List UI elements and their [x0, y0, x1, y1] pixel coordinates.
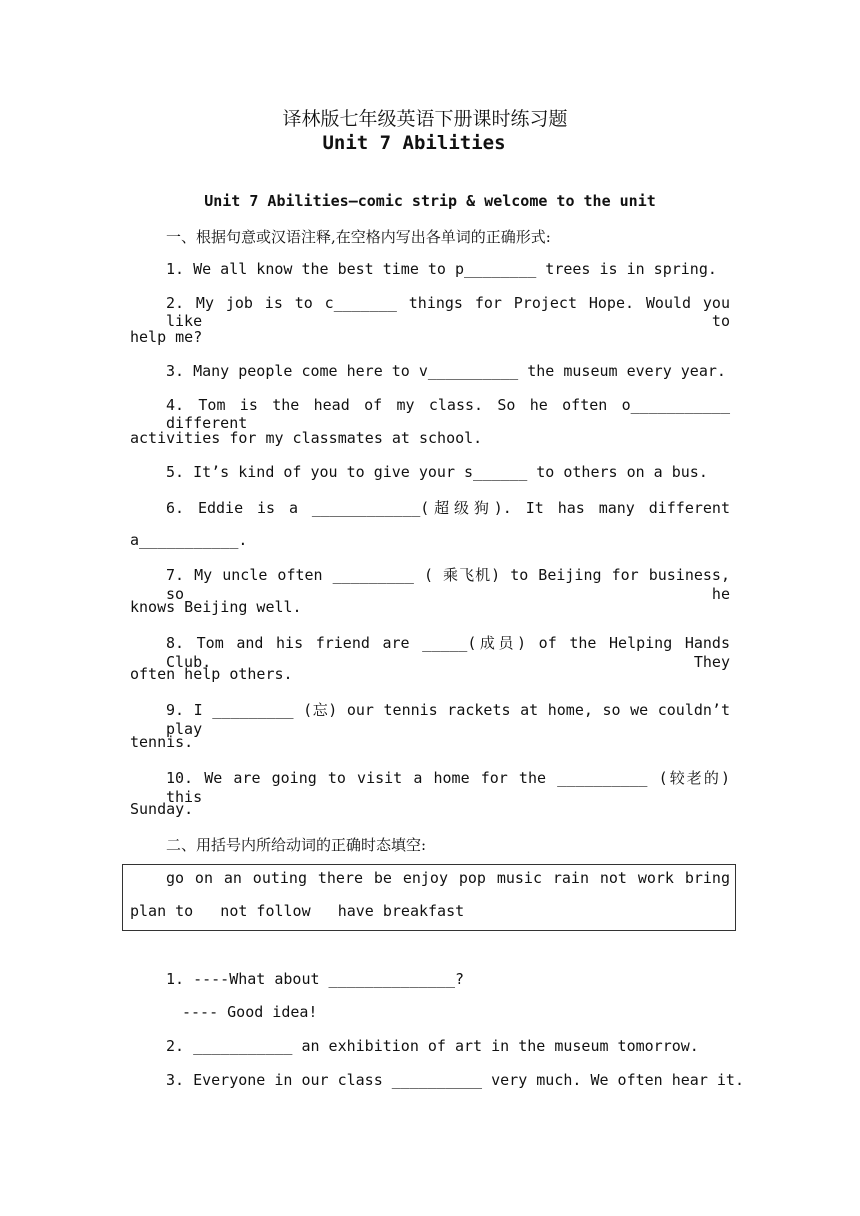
question-9-continuation: tennis.: [130, 733, 194, 751]
part2-question-1-line: 1. ----What about ______________?: [166, 970, 465, 988]
question-8-continuation: often help others.: [130, 665, 293, 683]
question-9-line: 9. I _________ (忘) our tennis rackets at home, so we couldn’t play: [166, 701, 730, 738]
question-1-line: 1. We all know the best time to p________ trees is in spring.: [166, 260, 717, 278]
part1-heading: 一、根据句意或汉语注释,在空格内写出各单词的正确形式:: [166, 228, 551, 246]
verb-phrase-box: [122, 864, 736, 931]
part2-heading: 二、用括号内所给动词的正确时态填空:: [166, 836, 427, 854]
question-5-line: 5. It’s kind of you to give your s______ to others on a bus.: [166, 463, 708, 481]
question-3-line: 3. Many people come here to v__________ the museum every year.: [166, 362, 726, 380]
question-6-line: 6. Eddie is a ____________(超级狗). It has many different: [166, 499, 730, 517]
question-4-line: 4. Tom is the head of my class. So he often o___________ different: [166, 396, 730, 432]
question-4-continuation: activities for my classmates at school.: [130, 429, 483, 447]
question-7-line: 7. My uncle often _________ ( 乘飞机) to Beijing for business, so he: [166, 566, 730, 603]
verb-box-line-2: plan to not follow have breakfast: [130, 902, 465, 920]
unit-title: Unit 7 Abilities: [322, 132, 506, 154]
verb-box-line-1: go on an outing there be enjoy pop music rain not work bring: [166, 869, 730, 887]
part2-question-2-line: 2. ___________ an exhibition of art in the museum tomorrow.: [166, 1037, 699, 1055]
question-2-continuation: help me?: [130, 328, 203, 346]
question-7-continuation: knows Beijing well.: [130, 598, 302, 616]
question-10-continuation: Sunday.: [130, 800, 194, 818]
question-6-continuation: a___________.: [130, 531, 248, 549]
section-title: Unit 7 Abilities—comic strip & welcome to the unit: [204, 192, 656, 210]
question-10-line: 10. We are going to visit a home for the __________ (较老的) this: [166, 769, 730, 806]
worksheet-title-chinese: 译林版七年级英语下册课时练习题: [282, 108, 568, 130]
part2-question-1-response: ---- Good idea!: [182, 1003, 318, 1021]
part2-question-3-line: 3. Everyone in our class __________ very much. We often hear it.: [166, 1071, 744, 1089]
question-2-line: 2. My job is to c_______ things for Project Hope. Would you like to: [166, 294, 730, 330]
question-8-line: 8. Tom and his friend are _____(成员) of the Helping Hands Club. They: [166, 634, 730, 671]
